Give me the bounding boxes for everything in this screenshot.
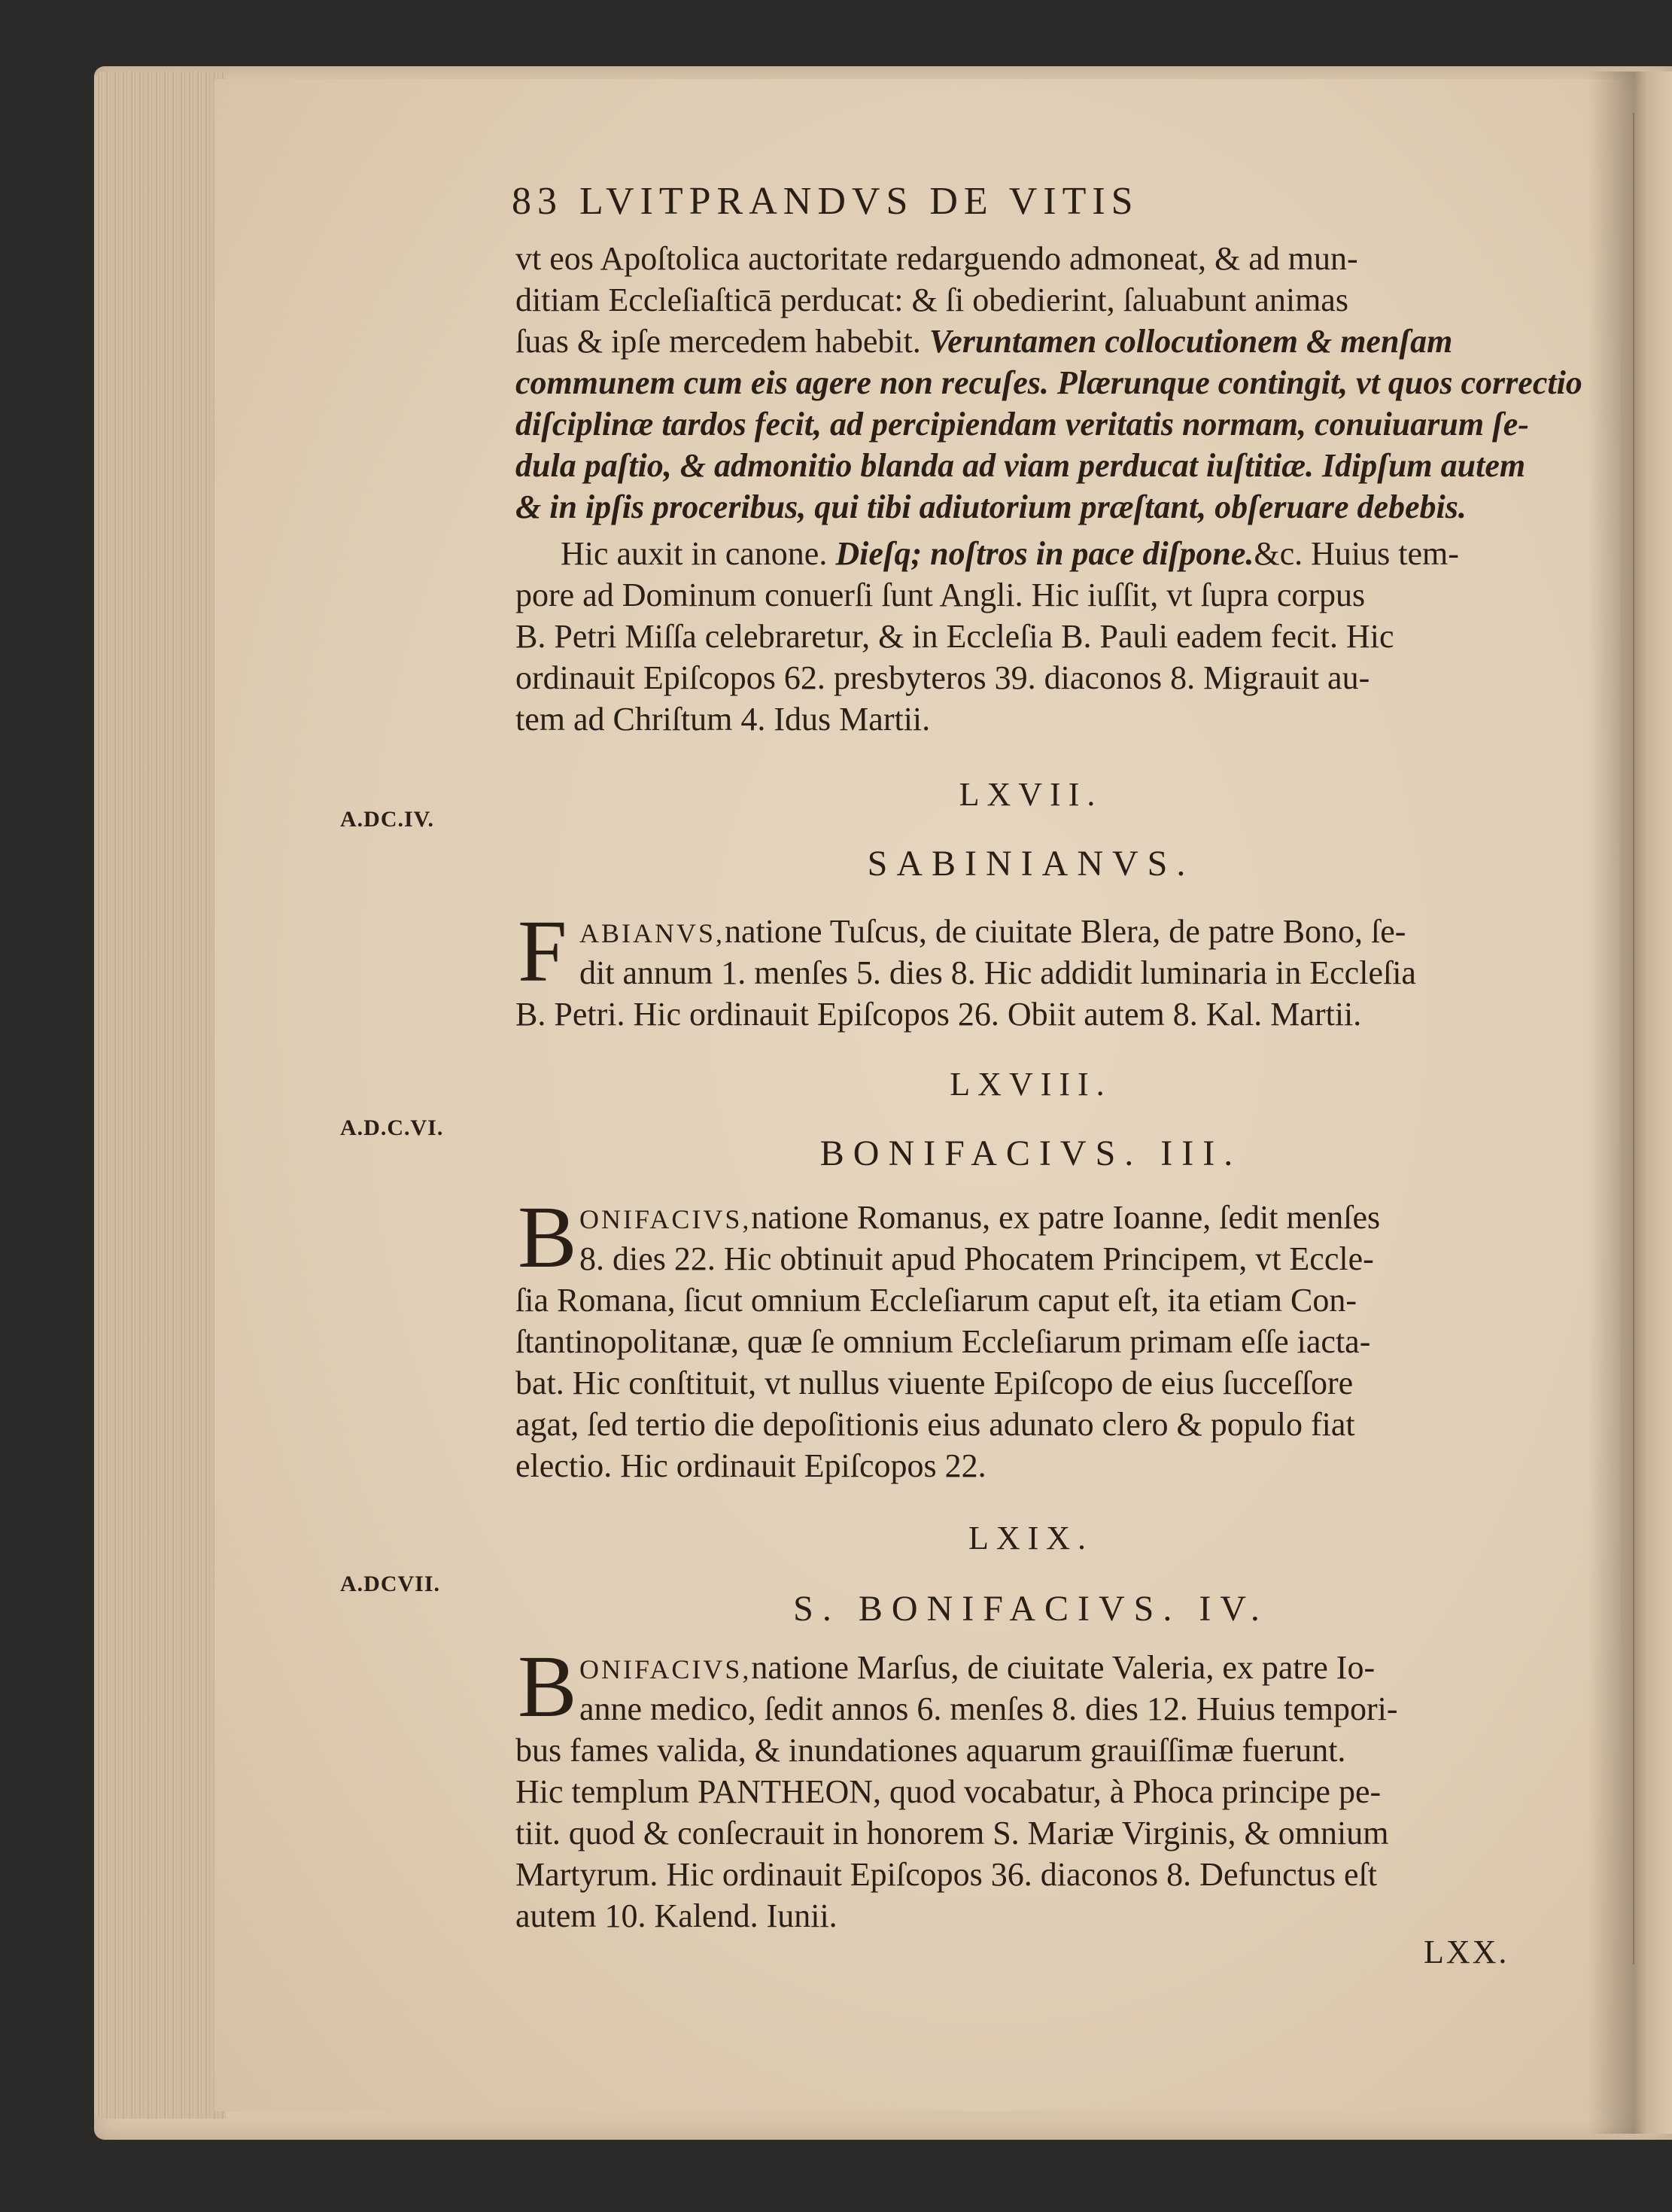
text-line: pore ad Dominum conuerſi ſunt Angli. Hic iuſſit, vt ſupra corpus <box>515 577 1366 613</box>
text-line: communem cum eis agere non recuſes. Plærunque contingit, vt quos correctio <box>515 364 1582 401</box>
chapter-title: BONIFACIVS. III. <box>819 1133 1242 1173</box>
text-line: Martyrum. Hic ordinauit Epiſcopos 36. diaconos 8. Defunctus eſt <box>515 1856 1377 1893</box>
text-line: dula paſtio, & admonitio blanda ad viam perducat iuſtitiæ. Idipſum autem <box>515 447 1526 484</box>
text-line: vt eos Apoſtolica auctoritate redarguendo admoneat, & ad mun- <box>515 240 1358 277</box>
text-line: 8. dies 22. Hic obtinuit apud Phocatem Principem, vt Eccle- <box>579 1240 1374 1277</box>
text-line: anne medico, ſedit annos 6. menſes 8. dies 12. Huius tempori- <box>579 1690 1398 1727</box>
chapter-number: LXVIII. <box>950 1066 1112 1103</box>
text-line: tiit. quod & conſecrauit in honorem S. Mariæ Virginis, & omnium <box>515 1815 1389 1851</box>
catchword: LXX. <box>1424 1934 1509 1970</box>
text-line: & in ipſis proceribus, qui tibi adiutorium præſtant, obſeruare debebis. <box>515 488 1467 525</box>
text-line: diſciplinæ tardos fecit, ad percipiendam veritatis normam, conuiuarum ſe- <box>515 406 1529 443</box>
text-line: bus fames valida, & inundationes aquarum grauiſſimæ fuerunt. <box>515 1732 1346 1769</box>
text-line: ſuas & ipſe mercedem habebit. Veruntamen collocutionem & menſam <box>515 323 1453 360</box>
drop-cap: F <box>518 902 567 1000</box>
text-line: bat. Hic conſtituit, vt nullus viuente Epiſcopo de eius ſucceſſore <box>515 1365 1354 1401</box>
text-line: Hic auxit in canone. Dieſq; noſtros in pace diſpone.&c. Huius tem- <box>561 535 1459 572</box>
text-line: B. Petri. Hic ordinauit Epiſcopos 26. Obiit autem 8. Kal. Martii. <box>515 996 1362 1033</box>
text-line: Hic templum PANTHEON, quod vocabatur, à Phoca principe pe- <box>515 1773 1382 1810</box>
text-line: dit annum 1. menſes 5. dies 8. Hic addidit luminaria in Eccleſia <box>579 954 1416 991</box>
chapter-title: SABINIANVS. <box>867 844 1195 884</box>
text-line: ſtantinopolitanæ, quæ ſe omnium Eccleſiarum primam eſſe iacta- <box>515 1323 1371 1360</box>
text-line: ONIFACIVS,natione Marſus, de ciuitate Valeria, ex patre Io- <box>579 1649 1376 1686</box>
margin-date: A.DCVII. <box>340 1572 441 1596</box>
chapter-number: LXVII. <box>959 776 1103 813</box>
text-line: ONIFACIVS,natione Romanus, ex patre Ioanne, ſedit menſes <box>579 1199 1381 1236</box>
drop-cap: B <box>518 1637 577 1736</box>
folio-number: 83 <box>512 180 563 223</box>
text-line: ſia Romana, ſicut omnium Eccleſiarum caput eſt, ita etiam Con- <box>515 1282 1357 1319</box>
text-line: electio. Hic ordinauit Epiſcopos 22. <box>515 1447 986 1484</box>
text-line: ordinauit Epiſcopos 62. presbyteros 39. diaconos 8. Migrauit au- <box>515 659 1370 696</box>
drop-cap: B <box>518 1188 577 1286</box>
text-line: autem 10. Kalend. Iunii. <box>515 1897 838 1934</box>
page-edges <box>94 72 226 2119</box>
text-line: ABIANVS,natione Tuſcus, de ciuitate Blera, de patre Bono, ſe- <box>579 913 1406 950</box>
text-line: agat, ſed tertio die depoſitionis eius adunato clero & populo fiat <box>515 1406 1355 1443</box>
facing-page-edge <box>1633 113 1672 1964</box>
chapter-title: S. BONIFACIVS. IV. <box>793 1589 1269 1629</box>
text-line: ditiam Eccleſiaſticā perducat: & ſi obedierint, ſaluabunt animas <box>515 281 1348 318</box>
chapter-number: LXIX. <box>968 1520 1094 1556</box>
text-line: tem ad Chriſtum 4. Idus Martii. <box>515 701 931 738</box>
running-title: LVITPRANDVS DE VITIS <box>579 180 1139 223</box>
margin-date: A.DC.IV. <box>340 807 434 832</box>
margin-date: A.D.C.VI. <box>340 1115 444 1140</box>
text-line: B. Petri Miſſa celebraretur, & in Eccleſia B. Pauli eadem fecit. Hic <box>515 618 1394 655</box>
